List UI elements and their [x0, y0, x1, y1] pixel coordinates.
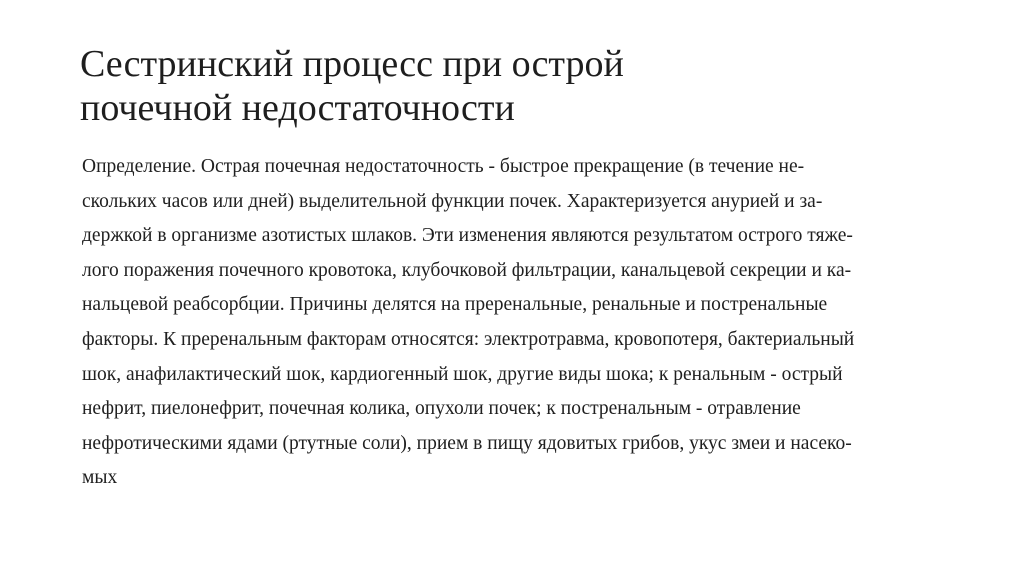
body-text-line: мых: [82, 467, 118, 489]
body-text-line: нефрит, пиелонефрит, почечная колика, опухоли почек; к постренальным - отравление: [82, 398, 801, 420]
body-text-line: лого поражения почечного кровотока, клубочковой фильтрации, канальцевой секреции и ка-: [82, 259, 852, 281]
slide-title: [80, 42, 940, 130]
body-text-line: факторы. К преренальным факторам относятся: электротравма, кровопотеря, бактериальный: [82, 328, 855, 350]
body-text-line: держкой в организме азотистых шлаков. Эти изменения являются результатом острого тяже-: [82, 225, 853, 247]
slide-title-line: Сестринский процесс при острой: [80, 43, 624, 85]
slide-title-line: почечной недостаточности: [80, 87, 515, 129]
body-text-line: Определение. Острая почечная недостаточность - быстрое прекращение (в течение не-: [82, 156, 805, 177]
body-text-line: нефротическими ядами (ртутные соли), прием в пищу ядовитых грибов, укус змеи и насеко-: [82, 432, 852, 454]
body-text-line: нальцевой реабсорбции. Причины делятся на преренальные, ренальные и постренальные: [82, 294, 828, 316]
body-text-line: шок, анафилактический шок, кардиогенный шок, другие виды шока; к ренальным - острый: [82, 363, 843, 385]
slide-body-text: [82, 150, 942, 496]
body-text-line: скольких часов или дней) выделительной функции почек. Характеризуется анурией и за-: [82, 190, 823, 212]
